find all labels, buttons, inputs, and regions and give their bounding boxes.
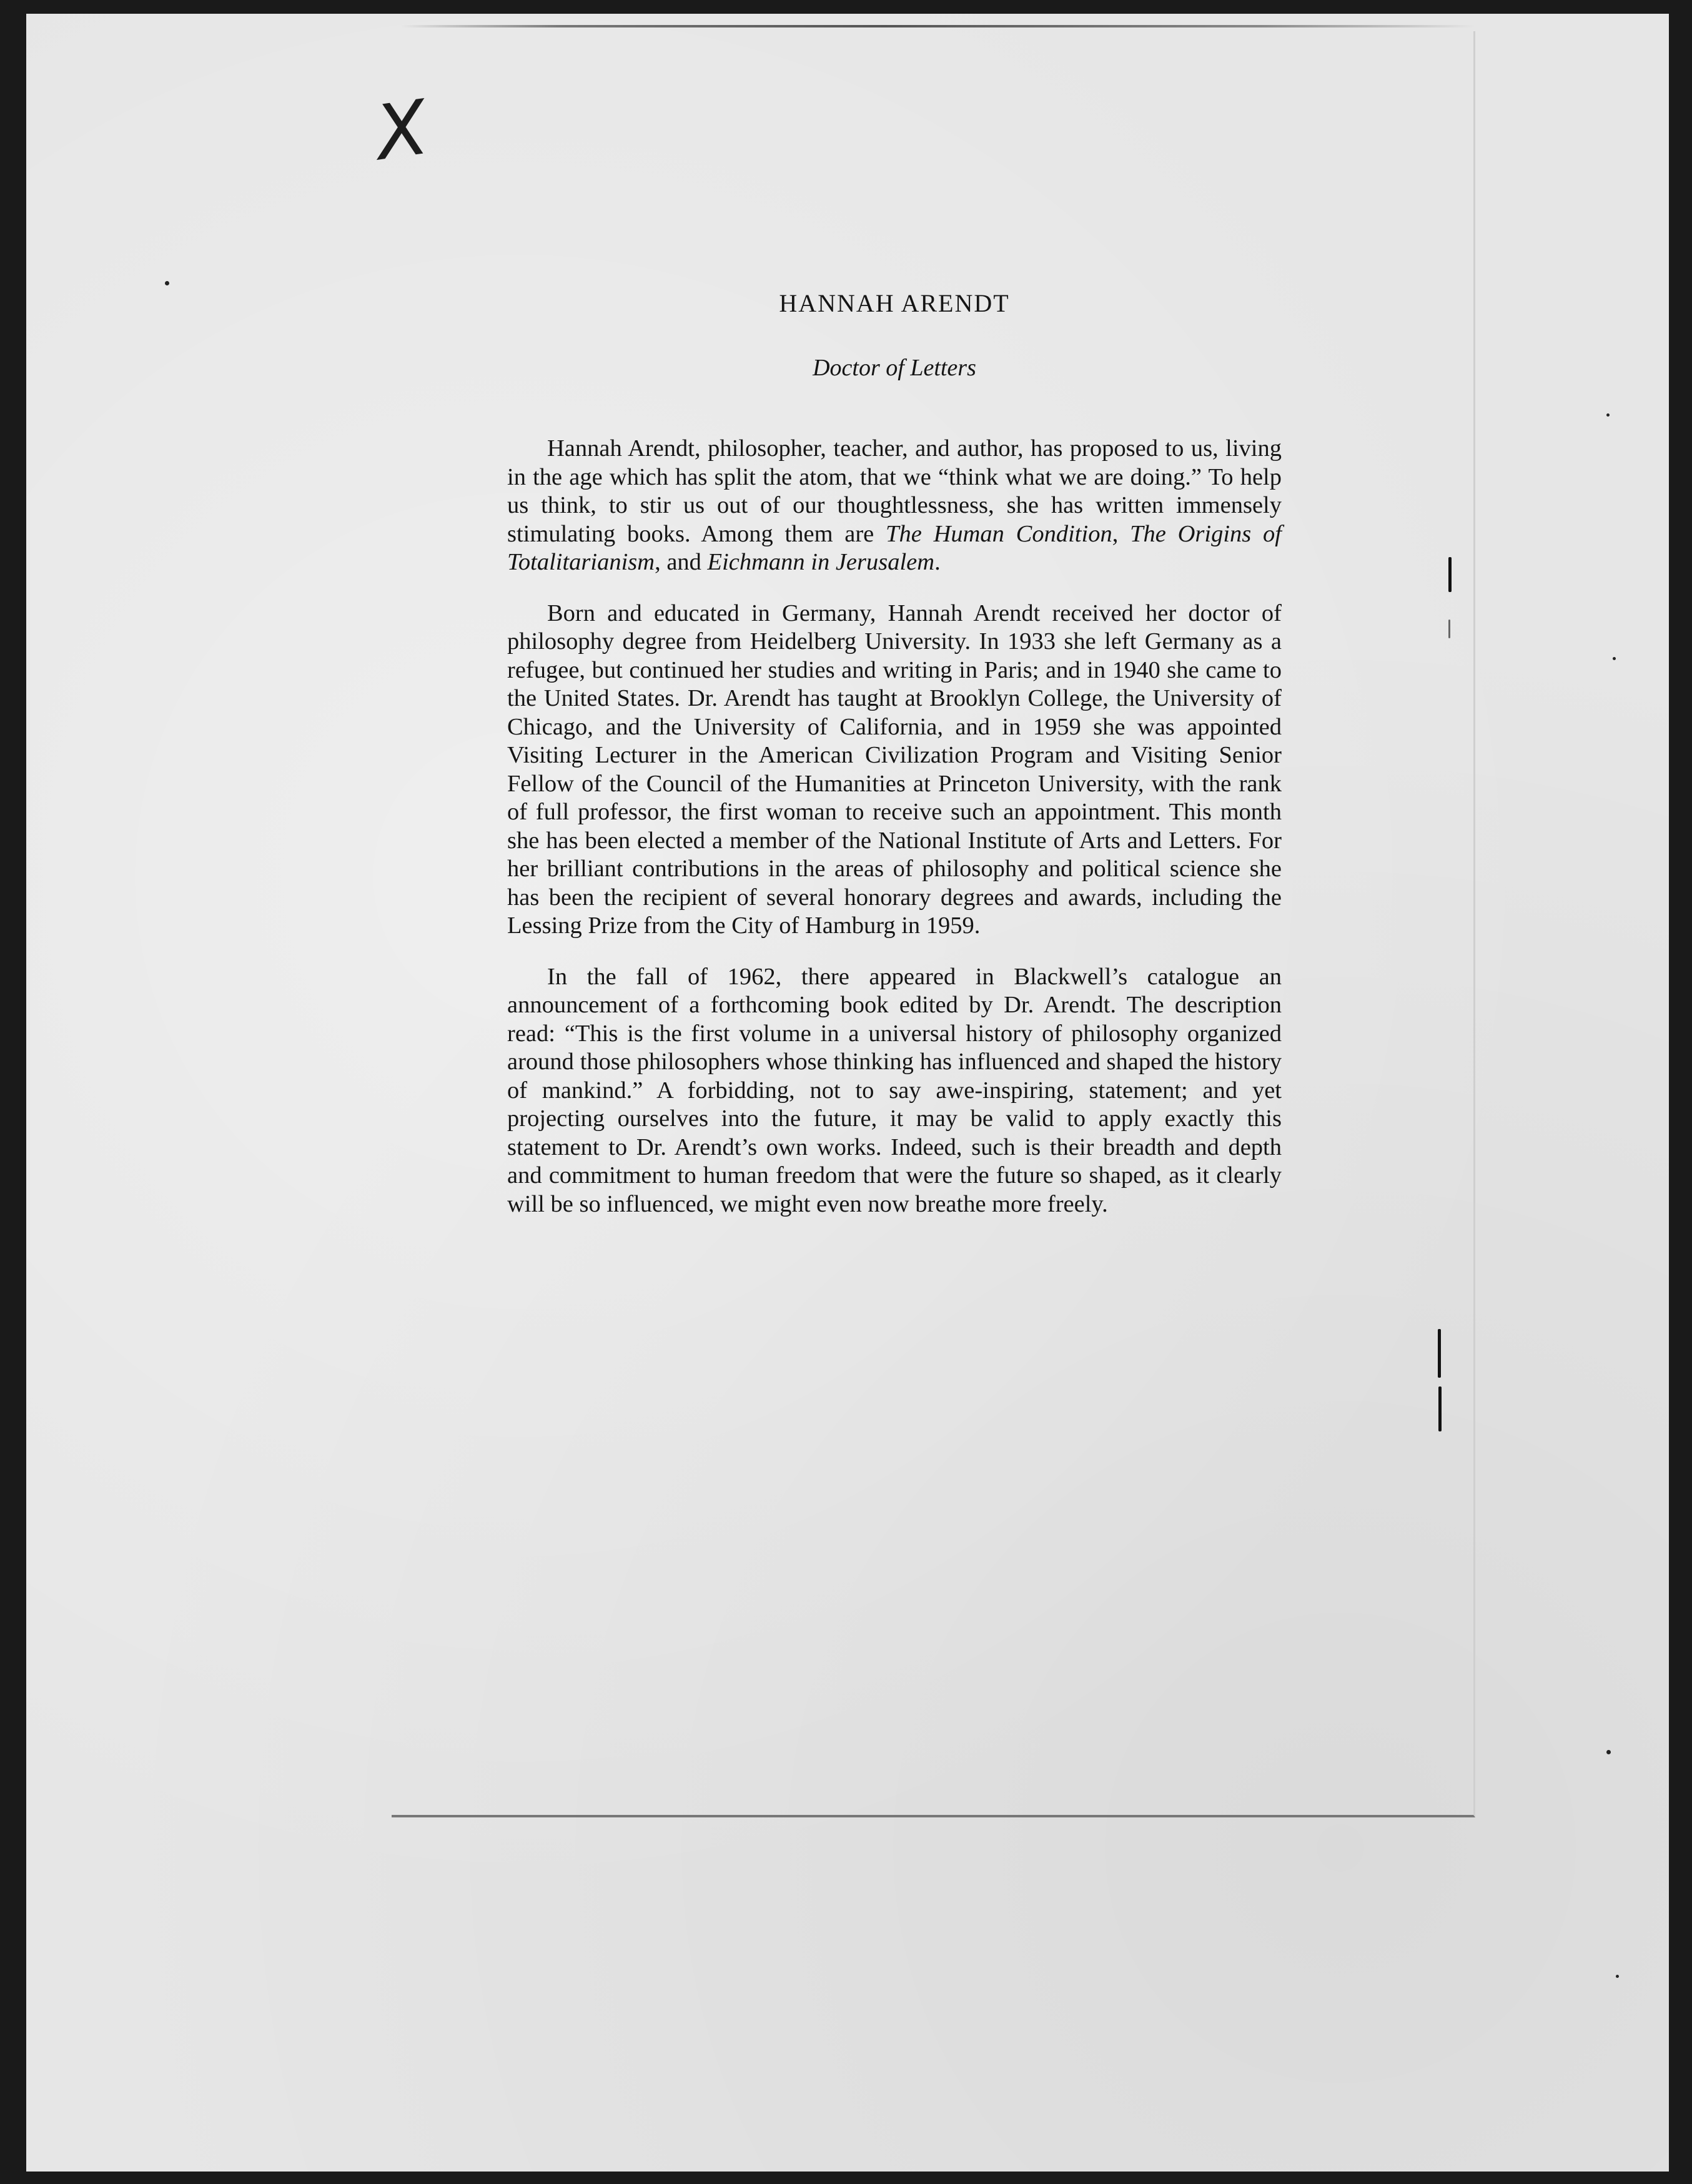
paragraph-intro-separator: , and [655, 549, 708, 575]
book-title: The Human Condition [886, 520, 1112, 547]
dust-speck [1606, 1750, 1611, 1754]
handwritten-x-mark: X [370, 84, 433, 178]
paragraph-biography: Born and educated in Germany, Hannah Arendt received her doctor of philosophy degree from Heidelberg University. In 1933 she left Germany as a refugee, but continued her studies and writing in Paris; and in 1940 she came to the United States. Dr. Arendt has taught at Brooklyn College, the University of Chicago, and the University of California, and in 1959 she was appointed Visiting Lecturer in the American Civilization Program and Visiting Senior Fellow of the Council of the Humanities at Princeton University, with the rank of full professor, the first woman to receive such an appointment. This month she has been elected a member of the National Institute of Arts and Letters. For her brilliant contributions in the areas of philosophy and political science she has been the recipient of several honorary degrees and awards, including the Lessing Prize from the City of Hamburg in 1959. [507, 600, 1282, 939]
paragraph-closing: In the fall of 1962, there appeared in Blackwell’s catalogue an announcement of a forthcoming book edited by Dr. Arendt. The description read: “This is the first volume in a universal history of philosophy organized around those philosophers whose thinking has influenced and shaped the history of mankind.” A forbidding, not to say awe-inspiring, statement; and yet projecting ourselves into the future, it may be valid to apply exactly this statement to Dr. Arendt’s own works. Indeed, such is their breadth and depth and commitment to human freedom that were the future so shaped, as it clearly will be so influenced, we might even now breathe more freely. [507, 963, 1282, 1217]
dust-speck [1613, 657, 1616, 660]
paragraph-intro [507, 435, 1282, 577]
book-title: The Origins of Totalitarianism [507, 520, 1282, 575]
page-top-edge [401, 25, 1475, 27]
margin-mark [1438, 1386, 1442, 1431]
margin-mark [1448, 620, 1450, 638]
dust-speck [1606, 413, 1610, 417]
margin-mark [1448, 557, 1452, 592]
document-subtitle: Doctor of Letters [813, 355, 976, 381]
document-title: HANNAH ARENDT [779, 289, 1010, 317]
paragraph-intro-separator: , [1112, 520, 1130, 547]
paragraph-intro-text: Hannah Arendt, philosopher, teacher, and author, has proposed to us, living in the age which has split the atom, that we “think what we are doing.” To help us think, to stir us out of our thoughtlessness, she has written immensely stimulating books. Among them are [507, 435, 1282, 547]
dust-speck [1616, 1975, 1619, 1978]
document-body [507, 289, 1282, 1241]
paragraph-intro-end: . [934, 549, 941, 575]
margin-mark [1438, 1329, 1441, 1378]
scanned-sheet [26, 14, 1669, 2172]
dust-speck [165, 281, 169, 285]
book-title: Eichmann in Jerusalem [707, 549, 935, 575]
